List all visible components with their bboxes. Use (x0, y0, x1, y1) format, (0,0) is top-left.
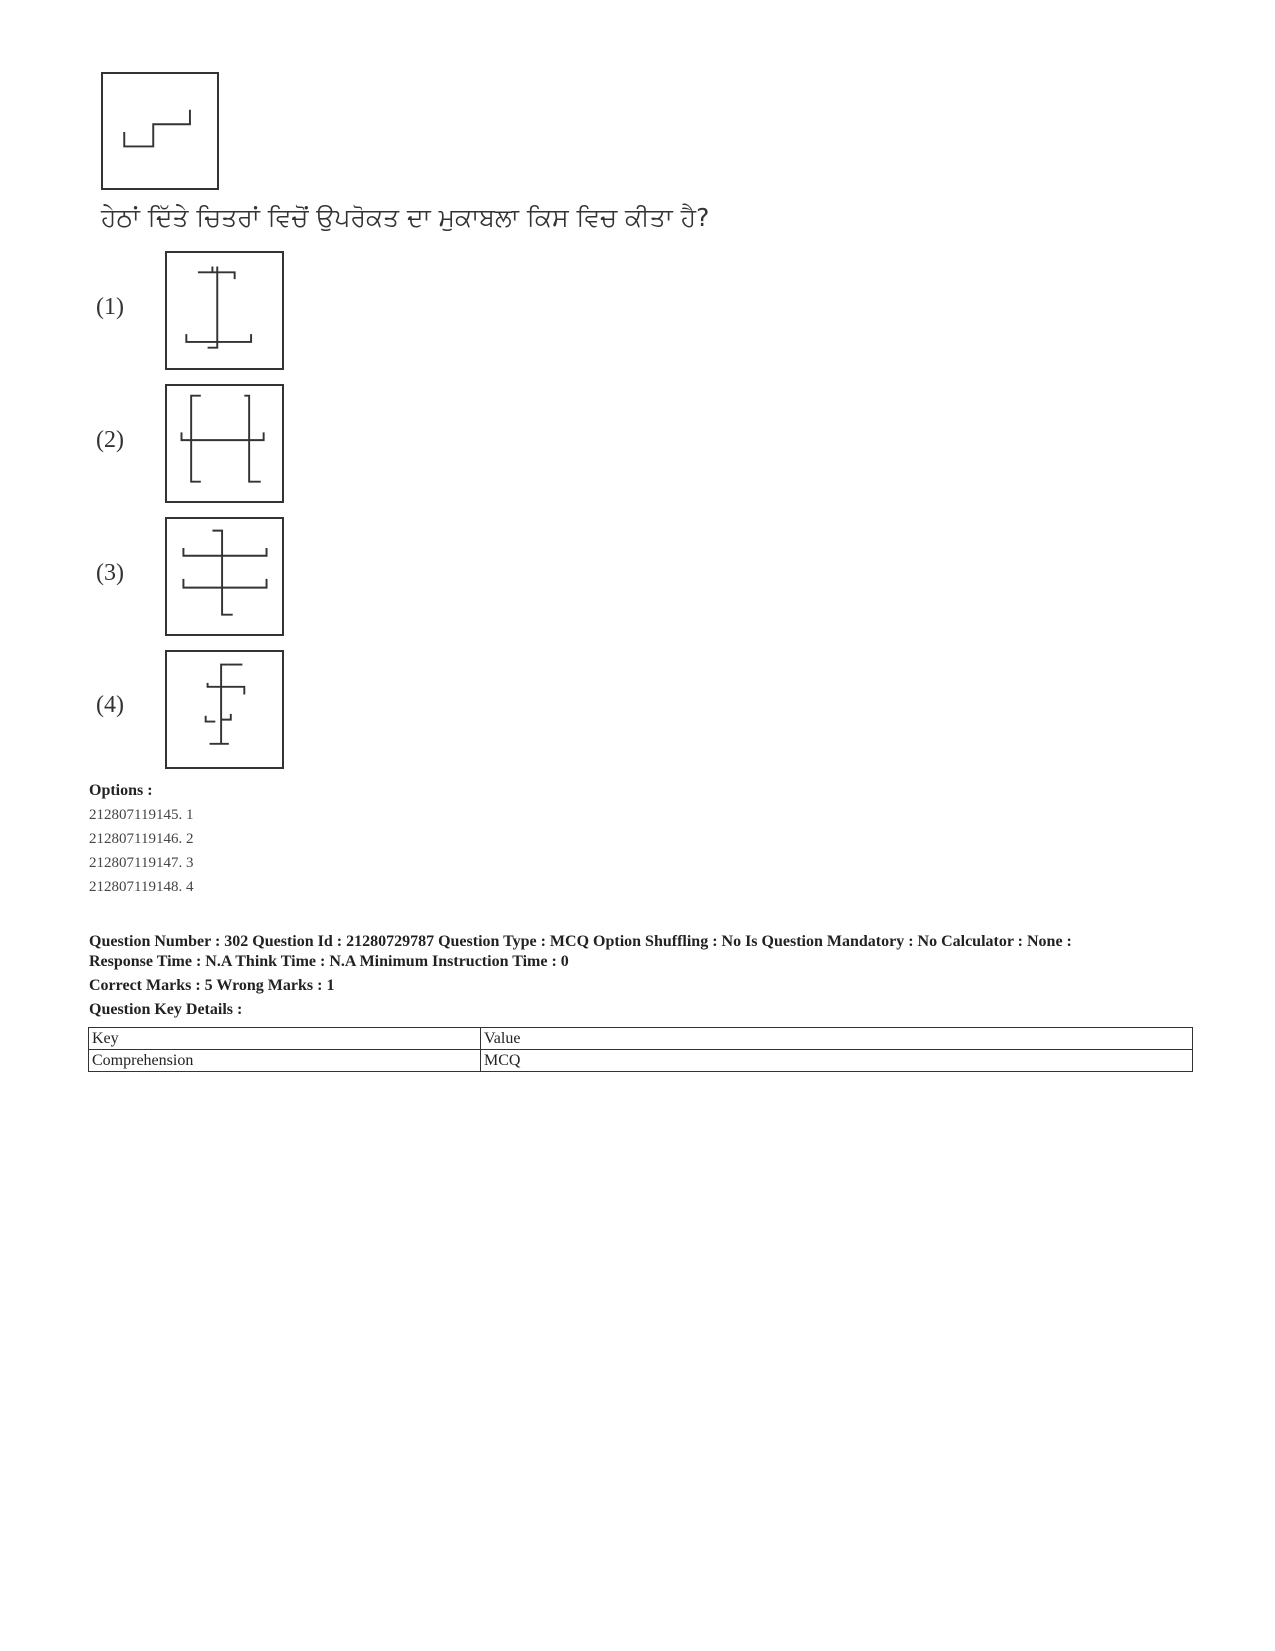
question-text: ਹੇਠਾਂ ਦਿੱਤੇ ਚਿਤਰਾਂ ਵਿਚੋਂ ਉਪਰੋਕਤ ਦਾ ਮੁਕਾਬਲਾ ਕਿਸ ਵਿਚ ਕੀਤਾ ਹੈ? (101, 203, 710, 232)
question-meta-line-2: Response Time : N.A Think Time : N.A Minimum Instruction Time : 0 (89, 953, 569, 970)
option-2-label: (2) (96, 427, 124, 453)
option-id-1: 212807119145. 1 (89, 807, 194, 823)
option-3-figure (165, 517, 284, 636)
option-3-label: (3) (96, 560, 124, 586)
key-details-table (88, 1027, 1193, 1072)
option-id-3: 212807119147. 3 (89, 855, 194, 871)
marks-line: Correct Marks : 5 Wrong Marks : 1 (89, 977, 335, 994)
question-figure-drawing (103, 74, 217, 188)
option-1-figure (165, 251, 284, 370)
options-heading: Options : (89, 782, 153, 799)
option-4-figure (165, 650, 284, 769)
option-2-figure (165, 384, 284, 503)
key-details-heading: Question Key Details : (89, 1001, 243, 1018)
option-1-label: (1) (96, 294, 124, 320)
option-id-2: 212807119146. 2 (89, 831, 194, 847)
question-figure (101, 72, 219, 190)
table-row (89, 1050, 1193, 1072)
table-header-row (89, 1028, 1193, 1050)
option-id-4: 212807119148. 4 (89, 879, 194, 895)
table-cell-value: MCQ (481, 1050, 1193, 1072)
table-header-key: Key (89, 1028, 481, 1050)
table-header-value: Value (481, 1028, 1193, 1050)
question-meta-line-1: Question Number : 302 Question Id : 21280729787 Question Type : MCQ Option Shuffling : No Is Question Mandatory : No Calculator : None : (89, 933, 1072, 950)
option-4-label: (4) (96, 692, 124, 718)
table-cell-key: Comprehension (89, 1050, 481, 1072)
